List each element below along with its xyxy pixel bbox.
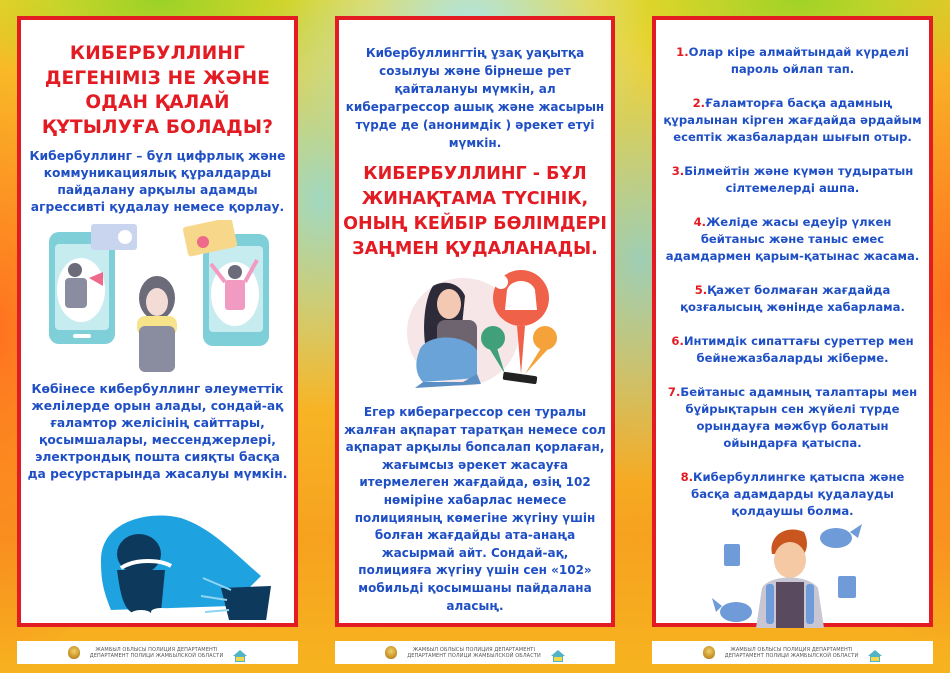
tip-item [662,95,923,146]
heading-line: КИБЕРБУЛЛИНГ - БҰЛ [363,164,587,184]
panel-1-where-text: Көбінесе кибербуллинг әлеуметтік желілерде орын алады, сондай-ақ ғаламтор желісінің сайттары, қосымшалары, мессенджерлері, электрондық пошта сияқты басқа да ресурстарында жасалуы мүмкін. [27,382,288,481]
tip-number: 8. [680,470,694,484]
sad-girl-with-angry-phone-bubbles-illustration [393,270,573,402]
heading-line: ДЕГЕНІМІЗ НЕ ЖӘНЕ [44,67,271,89]
footer-text [407,647,541,659]
tip-number: 2. [692,96,706,110]
heading-line: КИБЕРБУЛЛИНГ [69,43,246,64]
footer-text [725,647,859,659]
tip-text: Кибербуллингке қатыспа және басқа адамдарды қудалауды қолдаушы болма. [691,470,905,518]
house-logo-icon [868,650,882,656]
girl-sitting-between-phones-illustration [45,220,275,372]
footer-line-kz: ЖАМБЫЛ ОБЛЫСЫ ПОЛИЦИЯ ДЕПАРТАМЕНТІ [730,646,853,653]
heading-line: ЖИНАҚТАМА ТҮСІНІК, [361,189,589,209]
tip-number: 6. [671,334,684,348]
tip-text: Білмейтін және күмән тудыратын сілтемелерді ашпа. [684,164,914,195]
tip-number: 5. [694,283,708,297]
police-emblem-icon [385,646,397,659]
heading-line: ЗАҢМЕН ҚУДАЛАНАДЫ. [352,239,598,259]
footer-line-kz: ЖАМБЫЛ ОБЛЫСЫ ПОЛИЦИЯ ДЕПАРТАМЕНТІ [95,646,218,653]
safety-tips-list [662,44,923,537]
footer-line-ru: ДЕПАРТАМЕНТ ПОЛИЦИ ЖАМБЫЛСКОЙ ОБЛАСТИ [724,652,859,659]
footer-police-department [335,641,615,664]
footer-line-ru: ДЕПАРТАМЕНТ ПОЛИЦИ ЖАМБЫЛСКОЙ ОБЛАСТИ [407,652,541,659]
panel-1-definition-text: Кибербуллинг – бұл цифрлық және коммуникациялық құралдарды пайдалану арқылы адамды агрессивті қудалау немесе қорлау. [29,149,286,214]
tip-item [662,333,923,367]
tip-item [662,282,923,316]
tip-number: 3. [671,164,685,178]
footer-police-department [652,641,933,664]
footer-line-kz: ЖАМБЫЛ ОБЛЫСЫ ПОЛИЦИЯ ДЕПАРТАМЕНТІ [412,646,536,653]
house-logo-icon [233,650,247,656]
tip-item [662,163,923,197]
panel-what-is-cyberbullying [17,16,298,627]
heading-line: ОНЫҢ КЕЙБІР БӨЛІМДЕРІ [343,214,607,234]
heading-line: ҚҰТЫЛУҒА БОЛАДЫ? [41,116,274,138]
footer-text [90,647,224,659]
panel-2-help-102-text: Егер киберагрессор сен туралы жалған ақпарат таратқан немесе сол ақпарат арқылы бопсалап қорлаған, жағымсыз әрекет жасауға итермелеген жағдайда, өзің 102 нөміріне хабарлас немесе полицияның көмегіне жүгіну үшін болған жағдайды ата-анаңа жасырмай айт. Сондай-ақ, полицияға жүгіну үшін сен «102» мобильді қосымшаны пайдалана аласың. [344,405,606,613]
tip-number: 4. [693,215,707,229]
police-emblem-icon [703,646,715,659]
footer-line-ru: ДЕПАРТАМЕНТ ПОЛИЦИ ЖАМБЫЛСКОЙ ОБЛАСТИ [89,652,224,659]
panel-cyberbullying-concept [335,16,615,627]
tip-item [662,469,923,520]
tip-text: Олар кіре алмайтындай күрделі пароль ойлап тап. [688,45,909,76]
footer-police-department [17,641,298,664]
panel-1-heading [21,42,294,140]
heading-line: ОДАН ҚАЛАЙ [85,92,230,113]
police-emblem-icon [68,646,80,659]
house-logo-icon [551,650,565,656]
tip-number: 1. [676,45,689,59]
panel-safety-tips [652,16,933,627]
tip-text: Интимдік сипаттағы суреттер мен бейнежазбаларды жіберме. [683,334,914,365]
tip-item [662,44,923,78]
child-hiding-face-laptop-illustration [81,510,281,620]
panel-2-duration-text: Кибербуллингтің ұзақ уақытқа созылуы және бірнеше рет қайталануы мүмкін, ал киберагрессор ашық және жасырын түрде де (анонимдік ) әрекет етуі мүмкін. [345,46,605,150]
panel-2-heading [339,162,611,262]
tip-text: Бейтаныс адамның талаптары мен бұйрықтарын сен жүйелі түрде орындауға мәжбүр болатын ойындарға қатыспа. [680,385,918,450]
worried-boy-with-birds-and-dislikes-illustration [712,514,872,628]
tip-text: Қажет болмаған жағдайда қозғалысың жөнінде хабарлама. [680,283,905,314]
tip-item [662,214,923,265]
tip-text: Желіде жасы едеуір үлкен бейтаныс және таныс емес адамдармен қарым-қатынас жасама. [665,215,920,263]
tip-number: 7. [667,385,681,399]
tip-item [662,384,923,452]
tip-text: Ғаламторға басқа адамның құралынан кірген жағдайда әрдайым есептік жазбалардан шығып отыр. [663,96,922,144]
